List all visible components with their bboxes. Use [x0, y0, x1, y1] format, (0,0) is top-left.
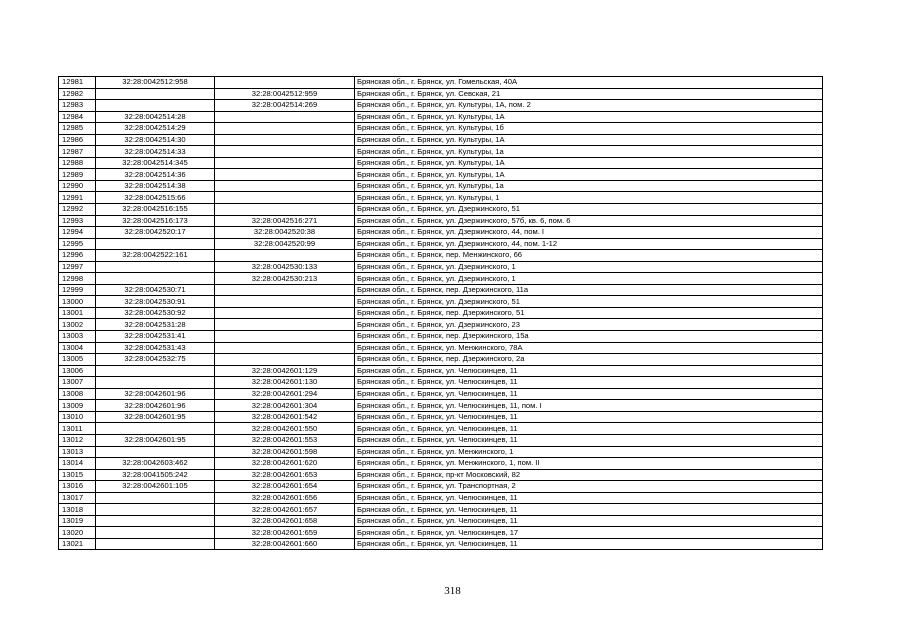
cadastral-number-cell: 32:28:0042601:96: [96, 388, 215, 400]
table-row: [59, 227, 823, 239]
table-row: [59, 192, 823, 204]
cadastral-number-cell: [96, 515, 215, 527]
table-row: [59, 88, 823, 100]
cadastral-number-cell: 32:28:0041505:242: [96, 469, 215, 481]
table-row: [59, 157, 823, 169]
building-cadastral-number-cell: 32:28:0042530:213: [215, 273, 355, 285]
table-row: [59, 250, 823, 262]
table-row: [59, 458, 823, 470]
row-number-cell: 13018: [59, 504, 96, 516]
building-cadastral-number-cell: 32:28:0042601:304: [215, 400, 355, 412]
row-number-cell: 13001: [59, 307, 96, 319]
address-cell: Брянская обл., г. Брянск, ул. Дзержинского, 51: [355, 204, 823, 216]
row-number-cell: 12997: [59, 261, 96, 273]
row-number-cell: 12991: [59, 192, 96, 204]
row-number-cell: 13020: [59, 527, 96, 539]
address-cell: Брянская обл., г. Брянск, ул. Челюскинцев, 11: [355, 411, 823, 423]
row-number-cell: 13004: [59, 342, 96, 354]
cadastral-number-cell: 32:28:0042515:66: [96, 192, 215, 204]
row-number-cell: 12999: [59, 284, 96, 296]
row-number-cell: 12993: [59, 215, 96, 227]
address-cell: Брянская обл., г. Брянск, ул. Дзержинского, 51: [355, 296, 823, 308]
table-row: [59, 388, 823, 400]
row-number-cell: 12987: [59, 146, 96, 158]
row-number-cell: 12995: [59, 238, 96, 250]
table-row: [59, 146, 823, 158]
row-number-cell: 13021: [59, 538, 96, 550]
building-cadastral-number-cell: [215, 157, 355, 169]
row-number-cell: 12983: [59, 100, 96, 112]
row-number-cell: 13003: [59, 331, 96, 343]
table-row: [59, 307, 823, 319]
building-cadastral-number-cell: 32:28:0042601:657: [215, 504, 355, 516]
address-cell: Брянская обл., г. Брянск, ул. Челюскинцев, 11: [355, 538, 823, 550]
building-cadastral-number-cell: [215, 342, 355, 354]
building-cadastral-number-cell: [215, 192, 355, 204]
address-cell: Брянская обл., г. Брянск, ул. Челюскинцев, 11: [355, 377, 823, 389]
table-row: [59, 319, 823, 331]
building-cadastral-number-cell: [215, 250, 355, 262]
cadastral-number-cell: 32:28:0042514:30: [96, 134, 215, 146]
cadastral-number-cell: [96, 88, 215, 100]
building-cadastral-number-cell: 32:28:0042601:130: [215, 377, 355, 389]
address-cell: Брянская обл., г. Брянск, пер. Дзержинского, 15а: [355, 331, 823, 343]
building-cadastral-number-cell: 32:28:0042601:542: [215, 411, 355, 423]
table-row: [59, 423, 823, 435]
table-row: [59, 492, 823, 504]
cadastral-number-cell: [96, 273, 215, 285]
building-cadastral-number-cell: 32:28:0042601:659: [215, 527, 355, 539]
table-row: [59, 354, 823, 366]
row-number-cell: 13008: [59, 388, 96, 400]
building-cadastral-number-cell: [215, 354, 355, 366]
row-number-cell: 13015: [59, 469, 96, 481]
cadastral-number-cell: 32:28:0042601:95: [96, 411, 215, 423]
cadastral-number-cell: [96, 504, 215, 516]
cadastral-number-cell: 32:28:0042522:161: [96, 250, 215, 262]
table-row: [59, 261, 823, 273]
building-cadastral-number-cell: 32:28:0042601:294: [215, 388, 355, 400]
row-number-cell: 12992: [59, 204, 96, 216]
table-row: [59, 134, 823, 146]
cadastral-number-cell: 32:28:0042530:92: [96, 307, 215, 319]
address-cell: Брянская обл., г. Брянск, ул. Дзержинского, 1: [355, 273, 823, 285]
row-number-cell: 12986: [59, 134, 96, 146]
cadastral-number-cell: 32:28:0042514:33: [96, 146, 215, 158]
cadastral-number-cell: 32:28:0042516:173: [96, 215, 215, 227]
building-cadastral-number-cell: [215, 146, 355, 158]
table-row: [59, 481, 823, 493]
building-cadastral-number-cell: [215, 123, 355, 135]
building-cadastral-number-cell: 32:28:0042601:656: [215, 492, 355, 504]
table-row: [59, 238, 823, 250]
row-number-cell: 13005: [59, 354, 96, 366]
address-cell: Брянская обл., г. Брянск, ул. Культуры, 1а: [355, 146, 823, 158]
cadastral-number-cell: 32:28:0042601:96: [96, 400, 215, 412]
row-number-cell: 12984: [59, 111, 96, 123]
cadastral-number-cell: [96, 238, 215, 250]
row-number-cell: 12989: [59, 169, 96, 181]
address-cell: Брянская обл., г. Брянск, ул. Гомельская, 40А: [355, 77, 823, 89]
cadastral-number-cell: 32:28:0042601:95: [96, 434, 215, 446]
row-number-cell: 12996: [59, 250, 96, 262]
table-row: [59, 77, 823, 89]
address-cell: Брянская обл., г. Брянск, ул. Дзержинского, 1: [355, 261, 823, 273]
table-row: [59, 515, 823, 527]
cadastral-number-cell: [96, 261, 215, 273]
building-cadastral-number-cell: 32:28:0042601:550: [215, 423, 355, 435]
table-row: [59, 331, 823, 343]
building-cadastral-number-cell: 32:28:0042514:269: [215, 100, 355, 112]
building-cadastral-number-cell: [215, 180, 355, 192]
address-cell: Брянская обл., г. Брянск, ул. Культуры, 1а: [355, 180, 823, 192]
cadastral-number-cell: 32:28:0042514:29: [96, 123, 215, 135]
address-cell: Брянская обл., г. Брянск, ул. Челюскинцев, 11: [355, 515, 823, 527]
cadastral-number-cell: 32:28:0042530:91: [96, 296, 215, 308]
building-cadastral-number-cell: 32:28:0042601:653: [215, 469, 355, 481]
address-cell: Брянская обл., г. Брянск, ул. Челюскинцев, 11: [355, 388, 823, 400]
address-cell: Брянская обл., г. Брянск, ул. Челюскинцев, 11: [355, 423, 823, 435]
table-row: [59, 469, 823, 481]
building-cadastral-number-cell: 32:28:0042601:553: [215, 434, 355, 446]
cadastral-number-cell: 32:28:0042603:462: [96, 458, 215, 470]
building-cadastral-number-cell: [215, 111, 355, 123]
address-cell: Брянская обл., г. Брянск, пер. Менжинского, 66: [355, 250, 823, 262]
row-number-cell: 13019: [59, 515, 96, 527]
row-number-cell: 13016: [59, 481, 96, 493]
table-row: [59, 284, 823, 296]
cadastral-number-cell: 32:28:0042520:17: [96, 227, 215, 239]
cadastral-number-cell: [96, 446, 215, 458]
cadastral-number-cell: [96, 423, 215, 435]
building-cadastral-number-cell: 32:28:0042601:660: [215, 538, 355, 550]
row-number-cell: 12998: [59, 273, 96, 285]
address-cell: Брянская обл., г. Брянск, ул. Транспортная, 2: [355, 481, 823, 493]
registry-table-body: [59, 77, 823, 550]
table-row: [59, 400, 823, 412]
row-number-cell: 13006: [59, 365, 96, 377]
building-cadastral-number-cell: 32:28:0042601:620: [215, 458, 355, 470]
address-cell: Брянская обл., г. Брянск, ул. Менжинского, 1, пом. II: [355, 458, 823, 470]
cadastral-number-cell: 32:28:0042514:345: [96, 157, 215, 169]
row-number-cell: 12981: [59, 77, 96, 89]
building-cadastral-number-cell: [215, 296, 355, 308]
building-cadastral-number-cell: 32:28:0042512:959: [215, 88, 355, 100]
table-row: [59, 100, 823, 112]
building-cadastral-number-cell: 32:28:0042601:598: [215, 446, 355, 458]
table-row: [59, 273, 823, 285]
building-cadastral-number-cell: 32:28:0042601:654: [215, 481, 355, 493]
cadastral-number-cell: 32:28:0042531:41: [96, 331, 215, 343]
cadastral-number-cell: [96, 492, 215, 504]
cadastral-number-cell: 32:28:0042516:155: [96, 204, 215, 216]
building-cadastral-number-cell: [215, 331, 355, 343]
address-cell: Брянская обл., г. Брянск, ул. Челюскинцев, 17: [355, 527, 823, 539]
address-cell: Брянская обл., г. Брянск, ул. Культуры, 1А: [355, 111, 823, 123]
address-cell: Брянская обл., г. Брянск, ул. Культуры, 1А, пом. 2: [355, 100, 823, 112]
cadastral-number-cell: 32:28:0042530:71: [96, 284, 215, 296]
building-cadastral-number-cell: 32:28:0042520:99: [215, 238, 355, 250]
table-row: [59, 296, 823, 308]
address-cell: Брянская обл., г. Брянск, ул. Менжинского, 1: [355, 446, 823, 458]
cadastral-number-cell: 32:28:0042601:105: [96, 481, 215, 493]
row-number-cell: 12990: [59, 180, 96, 192]
cadastral-number-cell: [96, 538, 215, 550]
row-number-cell: 13012: [59, 434, 96, 446]
building-cadastral-number-cell: 32:28:0042516:271: [215, 215, 355, 227]
registry-table: [58, 76, 823, 550]
table-row: [59, 215, 823, 227]
building-cadastral-number-cell: [215, 319, 355, 331]
table-row: [59, 180, 823, 192]
cadastral-number-cell: 32:28:0042512:958: [96, 77, 215, 89]
row-number-cell: 12988: [59, 157, 96, 169]
address-cell: Брянская обл., г. Брянск, ул. Дзержинского, 44, пом. I: [355, 227, 823, 239]
address-cell: Брянская обл., г. Брянск, ул. Челюскинцев, 11: [355, 492, 823, 504]
address-cell: Брянская обл., г. Брянск, ул. Дзержинского, 23: [355, 319, 823, 331]
building-cadastral-number-cell: 32:28:0042530:133: [215, 261, 355, 273]
building-cadastral-number-cell: [215, 134, 355, 146]
building-cadastral-number-cell: [215, 169, 355, 181]
cadastral-number-cell: [96, 100, 215, 112]
page-number: 318: [444, 585, 461, 597]
table-row: [59, 111, 823, 123]
table-row: [59, 377, 823, 389]
table-row: [59, 342, 823, 354]
address-cell: Брянская обл., г. Брянск, ул. Челюскинцев, 11: [355, 365, 823, 377]
address-cell: Брянская обл., г. Брянск, ул. Челюскинцев, 11: [355, 434, 823, 446]
row-number-cell: 13002: [59, 319, 96, 331]
row-number-cell: 13011: [59, 423, 96, 435]
building-cadastral-number-cell: [215, 284, 355, 296]
cadastral-number-cell: 32:28:0042514:36: [96, 169, 215, 181]
row-number-cell: 13000: [59, 296, 96, 308]
address-cell: Брянская обл., г. Брянск, ул. Челюскинцев, 11: [355, 504, 823, 516]
row-number-cell: 13009: [59, 400, 96, 412]
address-cell: Брянская обл., г. Брянск, ул. Культуры, 1А: [355, 157, 823, 169]
table-row: [59, 123, 823, 135]
address-cell: Брянская обл., г. Брянск, ул. Культуры, 1А: [355, 134, 823, 146]
building-cadastral-number-cell: [215, 204, 355, 216]
cadastral-number-cell: [96, 365, 215, 377]
address-cell: Брянская обл., г. Брянск, ул. Культуры, 1А: [355, 169, 823, 181]
cadastral-number-cell: [96, 527, 215, 539]
building-cadastral-number-cell: 32:28:0042520:38: [215, 227, 355, 239]
row-number-cell: 13007: [59, 377, 96, 389]
address-cell: Брянская обл., г. Брянск, ул. Культуры, 1б: [355, 123, 823, 135]
address-cell: Брянская обл., г. Брянск, пр-кт Московский, 82: [355, 469, 823, 481]
row-number-cell: 12994: [59, 227, 96, 239]
address-cell: Брянская обл., г. Брянск, ул. Менжинского, 78А: [355, 342, 823, 354]
building-cadastral-number-cell: 32:28:0042601:658: [215, 515, 355, 527]
building-cadastral-number-cell: [215, 77, 355, 89]
address-cell: Брянская обл., г. Брянск, пер. Дзержинского, 11а: [355, 284, 823, 296]
address-cell: Брянская обл., г. Брянск, пер. Дзержинского, 2а: [355, 354, 823, 366]
address-cell: Брянская обл., г. Брянск, ул. Дзержинского, 44, пом. 1-12: [355, 238, 823, 250]
table-row: [59, 527, 823, 539]
cadastral-number-cell: 32:28:0042514:28: [96, 111, 215, 123]
cadastral-number-cell: 32:28:0042514:38: [96, 180, 215, 192]
row-number-cell: 13017: [59, 492, 96, 504]
address-cell: Брянская обл., г. Брянск, пер. Дзержинского, 51: [355, 307, 823, 319]
cadastral-number-cell: 32:28:0042532:75: [96, 354, 215, 366]
row-number-cell: 12985: [59, 123, 96, 135]
cadastral-number-cell: 32:28:0042531:28: [96, 319, 215, 331]
row-number-cell: 13014: [59, 458, 96, 470]
building-cadastral-number-cell: 32:28:0042601:129: [215, 365, 355, 377]
cadastral-number-cell: 32:28:0042531:43: [96, 342, 215, 354]
address-cell: Брянская обл., г. Брянск, ул. Дзержинского, 57б, кв. 6, пом. 6: [355, 215, 823, 227]
address-cell: Брянская обл., г. Брянск, ул. Севская, 21: [355, 88, 823, 100]
table-row: [59, 538, 823, 550]
row-number-cell: 13013: [59, 446, 96, 458]
table-row: [59, 411, 823, 423]
table-row: [59, 504, 823, 516]
table-row: [59, 365, 823, 377]
table-row: [59, 434, 823, 446]
building-cadastral-number-cell: [215, 307, 355, 319]
row-number-cell: 13010: [59, 411, 96, 423]
address-cell: Брянская обл., г. Брянск, ул. Культуры, 1: [355, 192, 823, 204]
address-cell: Брянская обл., г. Брянск, ул. Челюскинцев, 11, пом. I: [355, 400, 823, 412]
table-row: [59, 169, 823, 181]
cadastral-number-cell: [96, 377, 215, 389]
table-row: [59, 204, 823, 216]
row-number-cell: 12982: [59, 88, 96, 100]
table-row: [59, 446, 823, 458]
